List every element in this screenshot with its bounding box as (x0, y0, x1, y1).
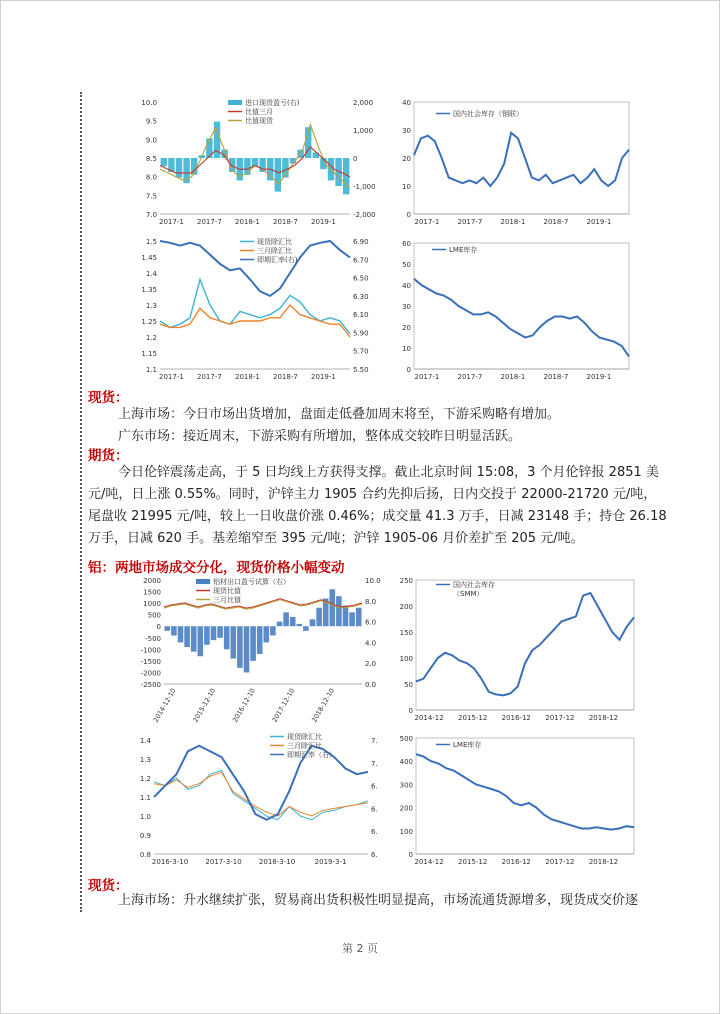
zinc-futures-heading: 期货： (88, 448, 129, 464)
y-tick-label: 40 (402, 282, 411, 290)
bar (259, 158, 265, 172)
legend-label: 三月除汇比 (287, 742, 322, 750)
y-tick-label: 1.45 (141, 254, 157, 262)
legend-label: 国内社会库存（钢联） (453, 110, 523, 118)
legend-label: 现货除汇比 (287, 733, 322, 741)
y2-tick-label: 7. (371, 759, 378, 768)
y-tick-label: 0 (408, 707, 413, 715)
bar (244, 626, 250, 672)
series-line (160, 305, 350, 337)
series-line (416, 593, 634, 695)
y-tick-label: 0 (406, 211, 411, 219)
y-tick-label: 20 (402, 324, 411, 332)
y2-tick-label: 6.10 (353, 311, 369, 320)
x-tick-label: 2014-12-10 (151, 687, 178, 724)
y2-tick-label: 4.0 (365, 639, 377, 648)
x-tick-label: 2019-1 (586, 218, 612, 226)
y2-tick-label: 10.0 (365, 577, 381, 585)
x-tick-label: 2018-12 (588, 714, 619, 722)
y-tick-label: 8.0 (145, 173, 157, 182)
legend-swatch (228, 100, 242, 105)
x-tick-label: 2015-12 (458, 714, 488, 722)
y-tick-label: 9.5 (145, 117, 157, 126)
y2-tick-label: 6.90 (353, 238, 369, 246)
aluminum-section-title: 铝：两地市场成交分化，现货价格小幅变动 (88, 560, 345, 576)
series-line (160, 279, 350, 333)
y-tick-label: 1.5 (145, 238, 157, 246)
bar (250, 626, 256, 661)
x-tick-label: 2017-7 (197, 373, 222, 381)
x-tick-label: 2016-12 (501, 858, 531, 866)
zinc-spot-guangdong: 广东市场：接近周末，下游采购有所增加，整体成交较昨日明显活跃。 (118, 429, 522, 444)
bar (336, 596, 342, 626)
series-line (414, 133, 629, 186)
bar (230, 626, 236, 658)
aluminum-lme-inventory-chart (392, 730, 642, 870)
y-tick-label: 10 (402, 345, 411, 353)
bar (310, 619, 316, 626)
y-tick-label: 1.1 (145, 366, 157, 374)
x-tick-label: 2019-3-1 (314, 858, 347, 866)
x-tick-label: 2018-1 (500, 218, 526, 226)
y-tick-label: 1000 (143, 600, 161, 609)
y2-tick-label: 5.70 (353, 347, 369, 356)
x-tick-label: 2018-12-10 (310, 687, 337, 724)
bar (343, 605, 349, 626)
zinc-lme-inventory-chart (392, 235, 637, 383)
bar (217, 626, 223, 638)
y-tick-label: 100 (399, 827, 413, 836)
series-line (160, 124, 350, 187)
y-tick-label: 0 (408, 851, 413, 859)
aluminum-spot-shanghai: 上海市场：升水继续扩张，贸易商出货积极性明显提高，市场流通货源增多，现货成交价逐 (118, 893, 639, 908)
plot-frame (414, 243, 629, 369)
y-tick-label: 0.8 (139, 851, 151, 859)
y2-tick-label: 6. (371, 805, 378, 814)
y-tick-label: 50 (404, 681, 413, 689)
y-tick-label: 7.5 (145, 192, 157, 201)
y-tick-label: 20 (402, 155, 411, 163)
zinc-fx-ratio-chart (140, 235, 380, 383)
y-tick-label: 200 (399, 804, 413, 813)
bar (329, 589, 335, 626)
x-tick-label: 2018-7 (543, 218, 569, 226)
y-tick-label: 200 (399, 603, 413, 611)
y-tick-label: 1.35 (141, 286, 157, 294)
x-tick-label: 2017-12 (545, 714, 575, 722)
x-tick-label: 2018-1 (235, 373, 260, 381)
y-tick-label: 60 (402, 240, 411, 248)
aluminum-domestic-inventory-chart (392, 574, 642, 726)
bar (263, 626, 269, 642)
y-tick-label: 500 (399, 735, 413, 743)
y-tick-label: 1500 (143, 588, 161, 597)
page-number: 第 2 页 (342, 942, 378, 955)
legend-label: LME库存 (453, 741, 482, 749)
y-tick-label: 1.4 (145, 270, 157, 278)
legend-label: 现货比值 (213, 587, 241, 595)
series-line (414, 279, 629, 357)
series-line (416, 754, 634, 829)
x-tick-label: 2017-1 (159, 218, 184, 226)
x-tick-label: 2018-1 (500, 373, 526, 381)
y-tick-label: 8.5 (145, 155, 157, 163)
zinc-domestic-inventory-chart (392, 94, 637, 228)
x-tick-label: 2018-1 (235, 218, 260, 226)
bar (171, 626, 177, 635)
bar (184, 626, 190, 647)
zinc-ratio-chart (140, 94, 380, 228)
legend-label: 现货除汇比 (257, 238, 292, 246)
x-tick-label: 2019-1 (311, 373, 336, 381)
zinc-futures-line-2: 元/吨，日上涨 0.55%。同时，沪锌主力 1905 合约先抑后扬，日内交投于 22000-21720 元/吨， (88, 487, 657, 502)
bar (303, 626, 309, 631)
bar (197, 626, 203, 656)
legend-label: （SMM） (453, 590, 484, 598)
y-tick-label: -1500 (140, 657, 161, 666)
bar (178, 626, 184, 642)
y2-tick-label: 6.30 (353, 292, 369, 301)
y2-tick-label: -1,000 (353, 183, 376, 191)
x-tick-label: 2016-12 (501, 714, 531, 722)
y-tick-label: 1.4 (139, 737, 151, 745)
legend-label: 即期汇率（右） (287, 751, 336, 759)
legend-label: 比值现货 (245, 117, 273, 125)
y-tick-label: 40 (402, 99, 411, 107)
bar (224, 626, 230, 649)
y2-tick-label: 5.50 (353, 366, 369, 374)
bar (257, 626, 263, 654)
bar (191, 626, 197, 651)
bar (164, 626, 170, 631)
y-tick-label: 1.2 (139, 775, 151, 783)
y-tick-label: 1.15 (141, 350, 157, 358)
y-tick-label: -1000 (140, 646, 161, 655)
x-tick-label: 2018-12 (588, 858, 619, 866)
x-tick-label: 2017-12 (545, 858, 575, 866)
legend-swatch (196, 579, 210, 584)
y-tick-label: 2000 (143, 577, 161, 585)
y-tick-label: 0.9 (139, 832, 151, 840)
x-tick-label: 2017-3-10 (205, 858, 242, 866)
x-tick-label: 2016-3-10 (151, 858, 189, 866)
bar (161, 158, 167, 166)
x-tick-label: 2017-7 (197, 218, 222, 226)
bar (206, 138, 212, 158)
y-tick-label: 1.3 (145, 302, 157, 310)
bar (270, 626, 276, 635)
bar (237, 626, 243, 668)
y2-tick-label: 1,000 (353, 127, 374, 135)
y-tick-label: 10.0 (141, 99, 157, 107)
zinc-spot-shanghai: 上海市场：今日市场出货增加，盘面走低叠加周末将至，下游采购略有增加。 (118, 407, 561, 422)
x-tick-label: 2017-7 (457, 373, 483, 381)
bar (313, 152, 319, 158)
plot-frame (416, 580, 634, 710)
bar (211, 626, 217, 640)
x-tick-label: 2015-12 (458, 858, 488, 866)
y-tick-label: 0 (406, 366, 411, 374)
legend-label: 三月除汇比 (257, 247, 292, 255)
x-tick-label: 2017-1 (159, 373, 184, 381)
aluminum-spot-heading: 现货： (88, 878, 129, 894)
legend-label: 比值三月 (245, 108, 273, 116)
y2-tick-label: 0 (353, 155, 358, 163)
x-tick-label: 2018-7 (273, 218, 298, 226)
zinc-futures-line-3: 尾盘收 21995 元/吨，较上一日收盘价涨 0.46%；成交量 41.3 万手，日减 23148 手；持仓 26.18 (88, 509, 667, 524)
zinc-futures-line-4: 万手，日减 620 手。基差缩窄至 395 元/吨；沪锌 1905-06 月价差扩至 205 元/吨。 (88, 531, 584, 546)
y2-tick-label: 6. (371, 828, 378, 837)
x-tick-label: 2017-7 (457, 218, 483, 226)
y2-tick-label: 6. (371, 782, 378, 791)
legend-label: 三月比值 (213, 596, 241, 604)
y2-tick-label: 6. (371, 851, 378, 859)
y-tick-label: -2500 (140, 681, 161, 689)
series-line (154, 770, 368, 819)
y2-tick-label: 2.0 (365, 660, 377, 669)
y-tick-label: 9.0 (145, 136, 157, 145)
bar (296, 624, 302, 626)
y2-tick-label: 0.0 (365, 681, 377, 689)
y-tick-label: 10 (402, 183, 411, 191)
x-tick-label: 2015-12-10 (191, 687, 218, 724)
x-tick-label: 2018-7 (543, 373, 569, 381)
y-tick-label: 1.2 (145, 334, 157, 342)
y-tick-label: 300 (399, 781, 413, 790)
bar (277, 622, 283, 627)
x-tick-label: 2014-12 (414, 714, 444, 722)
y2-tick-label: 8.0 (365, 597, 377, 606)
x-tick-label: 2017-12-10 (270, 687, 297, 724)
bar (290, 617, 296, 626)
plot-frame (414, 102, 629, 214)
y2-tick-label: 2,000 (353, 99, 374, 107)
y-tick-label: 250 (399, 577, 413, 585)
plot-frame (416, 738, 634, 854)
bar (204, 626, 210, 644)
margin-dotted-line (80, 92, 82, 912)
y-tick-label: 30 (402, 303, 411, 311)
y-tick-label: 1.25 (141, 318, 157, 326)
y2-tick-label: -2,000 (353, 211, 376, 219)
y2-tick-label: 7. (371, 737, 378, 745)
y-tick-label: 1.1 (139, 794, 151, 802)
legend-label: 即期汇率(右) (257, 256, 298, 264)
x-tick-label: 2016-12-10 (230, 687, 257, 724)
y-tick-label: 100 (399, 655, 413, 663)
x-tick-label: 2017-1 (414, 373, 440, 381)
legend-label: 铝材出口盈亏试算（右） (213, 578, 290, 586)
series-line (160, 241, 350, 296)
aluminum-fx-ratio-chart (120, 730, 388, 870)
y2-tick-label: 6.0 (365, 618, 377, 627)
bar (283, 612, 289, 626)
x-tick-label: 2018-7 (273, 373, 298, 381)
x-tick-label: 2019-1 (311, 218, 336, 226)
bar (356, 608, 362, 626)
bar (275, 158, 281, 192)
y-tick-label: 30 (402, 127, 411, 135)
y-tick-label: 150 (399, 629, 413, 637)
y-tick-label: 50 (402, 261, 411, 269)
y-tick-label: 1.3 (139, 756, 151, 764)
x-tick-label: 2018-3-10 (258, 858, 296, 866)
x-tick-label: 2014-12 (414, 858, 444, 866)
legend-label: 进口现货盈亏(右) (245, 99, 300, 107)
bar (176, 158, 182, 178)
bar (349, 612, 355, 626)
x-tick-label: 2017-1 (414, 218, 440, 226)
legend-label: LME库存 (449, 246, 478, 254)
y-tick-label: -500 (145, 634, 161, 643)
y-tick-label: 400 (399, 758, 413, 767)
x-tick-label: 2019-1 (586, 373, 612, 381)
y2-tick-label: 6.70 (353, 256, 369, 265)
y-tick-label: 7.0 (145, 211, 157, 219)
y-tick-label: 500 (147, 611, 161, 620)
y-tick-label: 1.0 (139, 813, 151, 821)
bar (316, 608, 322, 626)
y2-tick-label: 6.50 (353, 274, 369, 283)
aluminum-export-ratio-chart (120, 574, 388, 726)
zinc-futures-line-1: 今日伦锌震荡走高，于 5 日均线上方获得支撑。截止北京时间 15:08，3 个月伦锌报 2851 美 (118, 465, 659, 480)
y-tick-label: -2000 (140, 669, 161, 678)
legend-label: 国内社会库存 (453, 581, 495, 589)
zinc-spot-heading: 现货： (88, 390, 129, 406)
y-tick-label: 0 (156, 623, 161, 632)
y2-tick-label: 5.90 (353, 329, 369, 338)
